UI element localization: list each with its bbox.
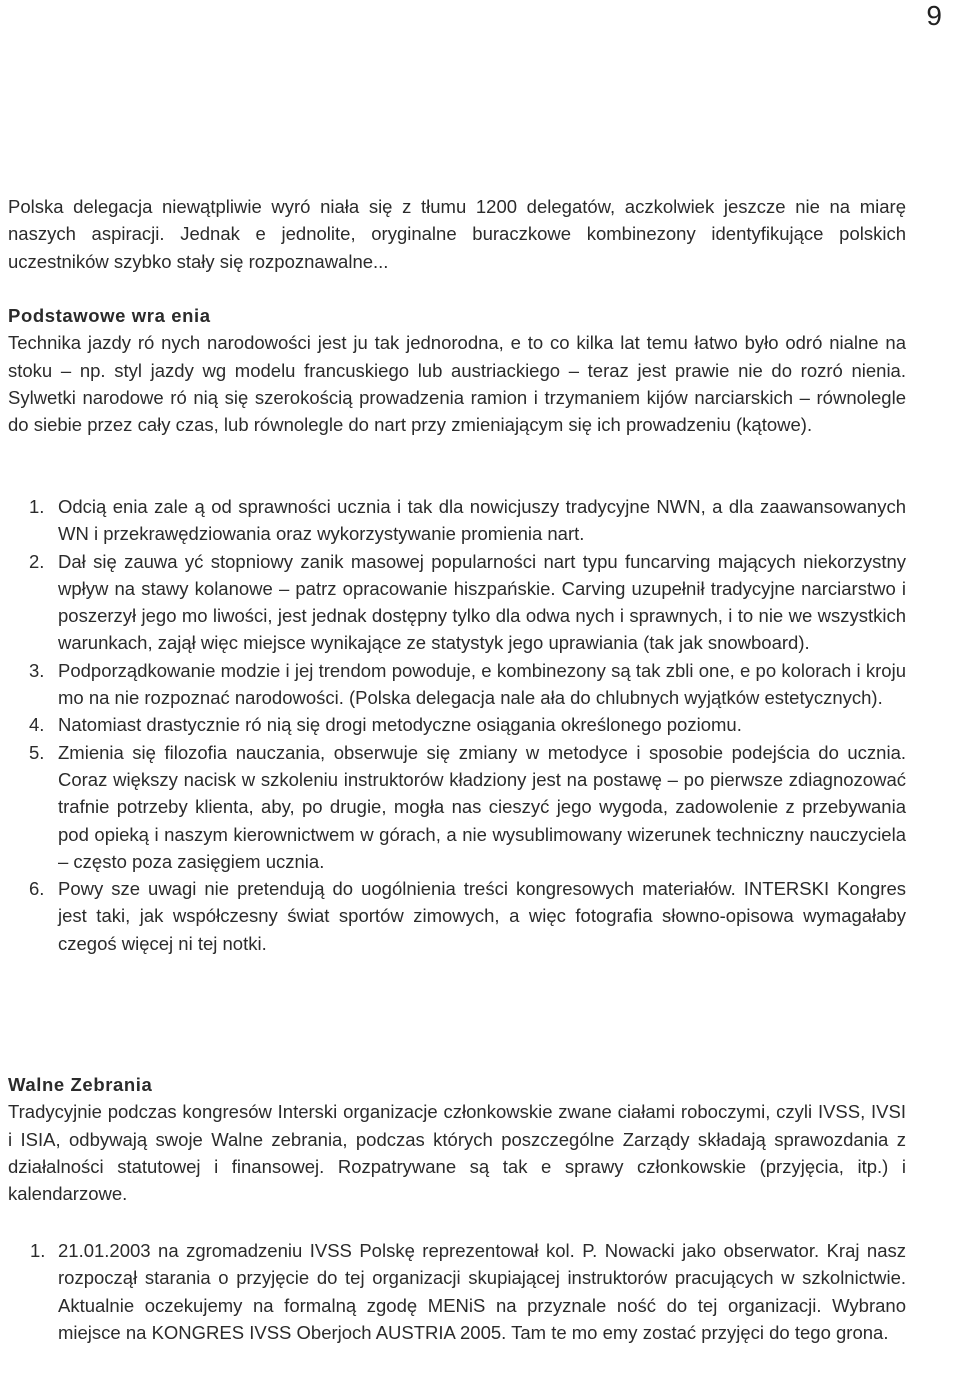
section-paragraph: Tradycyjnie podczas kongresów Interski organizacje członkowskie zwane ciałami roboczymi, czyli IVSS, IVSI i ISIA, odbywają swoje Walne zebrania, podczas których poszczególne Zarządy składają sprawozdania z działalności statutowej i finansowej. Rozpatrywane są tak e sprawy członkowskie (przyjęcia, itp.) i kalendarzowe.	[8, 1101, 906, 1205]
list-item-text: Podporządkowanie modzie i jej trendom powoduje, e kombinezony są tak zbli one, e po kolorach i kroju mo na nie rozpoznać narodowości. (Polska delegacja nale ała do chlubnych wyjątków estetycznych).	[58, 659, 906, 709]
observations-list	[8, 493, 906, 957]
section-paragraph: Technika jazdy ró nych narodowości jest ju tak jednorodna, e to co kilka lat temu łatwo było odró nialne na stoku – np. styl jazdy wg modelu francuskiego lub austriackiego – teraz jest prawie nie do rozró nienia. Sylwetki narodowe ró nią się szerokością prowadzenia ramion i trzymaniem kijów narciarskich – równolegle do siebie przez cały czas, lub równolegle do nart przy zmieniającym się ich prowadzeniu (kątowe).	[8, 332, 906, 436]
list-item-number: 6.	[29, 878, 45, 900]
section-heading: Walne Zebrania	[8, 1074, 153, 1095]
list-item-number: 2.	[29, 550, 45, 572]
list-item	[8, 657, 906, 712]
list-item-number: 5.	[29, 741, 45, 763]
section-walne-zebrania	[8, 1071, 906, 1207]
list-item-number: 1.	[30, 1240, 46, 1261]
list-item	[8, 493, 906, 548]
list-item-text: Powy sze uwagi nie pretendują do uogólnienia treści kongresowych materiałów. INTERSKI Kongres jest taki, jak współczesny świat sportów zimowych, a więc fotografia słowno-opisowa wymagałaby czegoś więcej ni tej notki.	[58, 878, 906, 954]
section-heading: Podstawowe wra enia	[8, 305, 211, 326]
list-item-text: Natomiast drastycznie ró nią się drogi metodyczne osiągania określonego poziomu.	[58, 714, 742, 736]
list-item	[8, 711, 906, 738]
intro-paragraph: Polska delegacja niewątpliwie wyró niała się z tłumu 1200 delegatów, aczkolwiek jeszcze nie na miarę naszych aspiracji. Jednak e jednolite, oryginalne buraczkowe kombinezony identyfikujące polskich uczestników szybko stały się rozpoznawalne...	[8, 196, 906, 272]
meetings-list	[8, 1237, 906, 1346]
list-item	[8, 548, 906, 657]
list-item-text: Dał się zauwa yć stopniowy zanik masowej popularności nart typu funcarving mających niekorzystny wpływ na stawy kolanowe – patrz opracowanie hiszpańskie. Carving uzupełnił tradycyjne narciarstwo i poszerzył jego mo liwości, jest jednak dostępny tylko dla odwa nych i sprawnych, i to nie we wszystkich warunkach, zajął więc miejsce wynikające ze statystyk jego uprawiania (tak jak snowboard).	[58, 550, 906, 654]
list-item	[8, 739, 906, 875]
list-item-number: 1.	[29, 496, 45, 517]
list-item-text: Odcią enia zale ą od sprawności ucznia i tak dla nowicjuszy tradycyjne NWN, a dla zaawansowanych WN i przekrawędziowania oraz wykorzystywanie promienia nart.	[58, 496, 906, 545]
list-item-number: 4.	[29, 714, 45, 736]
list-item	[8, 1237, 906, 1346]
list-item-text: 21.01.2003 na zgromadzeniu IVSS Polskę reprezentował kol. P. Nowacki jako obserwator. Kraj nasz rozpoczął starania o przyjęcie do tej organizacji skupiającej instruktorów pracujących w szkolnictwie. Aktualnie oczekujemy na formalną zgodę MENiS na przyznale ność do tej organizacji. Wybrano miejsce na KONGRES IVSS Oberjoch AUSTRIA 2005. Tam te mo emy zostać przyjęci do tego grona.	[58, 1240, 906, 1343]
page-number: 9	[926, 0, 942, 31]
list-item-text: Zmienia się filozofia nauczania, obserwuje się zmiany w metodyce i sposobie podejścia do ucznia. Coraz większy nacisk w szkoleniu instruktorów kładziony jest na postawę – po pierwsze zdiagnozować trafnie potrzeby klienta, aby, po drugie, mogła nas cieszyć jego wygoda, zadowolenie z przebywania pod opieką i naszym kierownictwem w górach, a nie wysublimowany wizerunek techniczny nauczyciela – często poza zasięgiem ucznia.	[58, 741, 906, 872]
list-item-number: 3.	[29, 659, 45, 681]
section-podstawowe	[8, 302, 906, 438]
list-item	[8, 875, 906, 957]
